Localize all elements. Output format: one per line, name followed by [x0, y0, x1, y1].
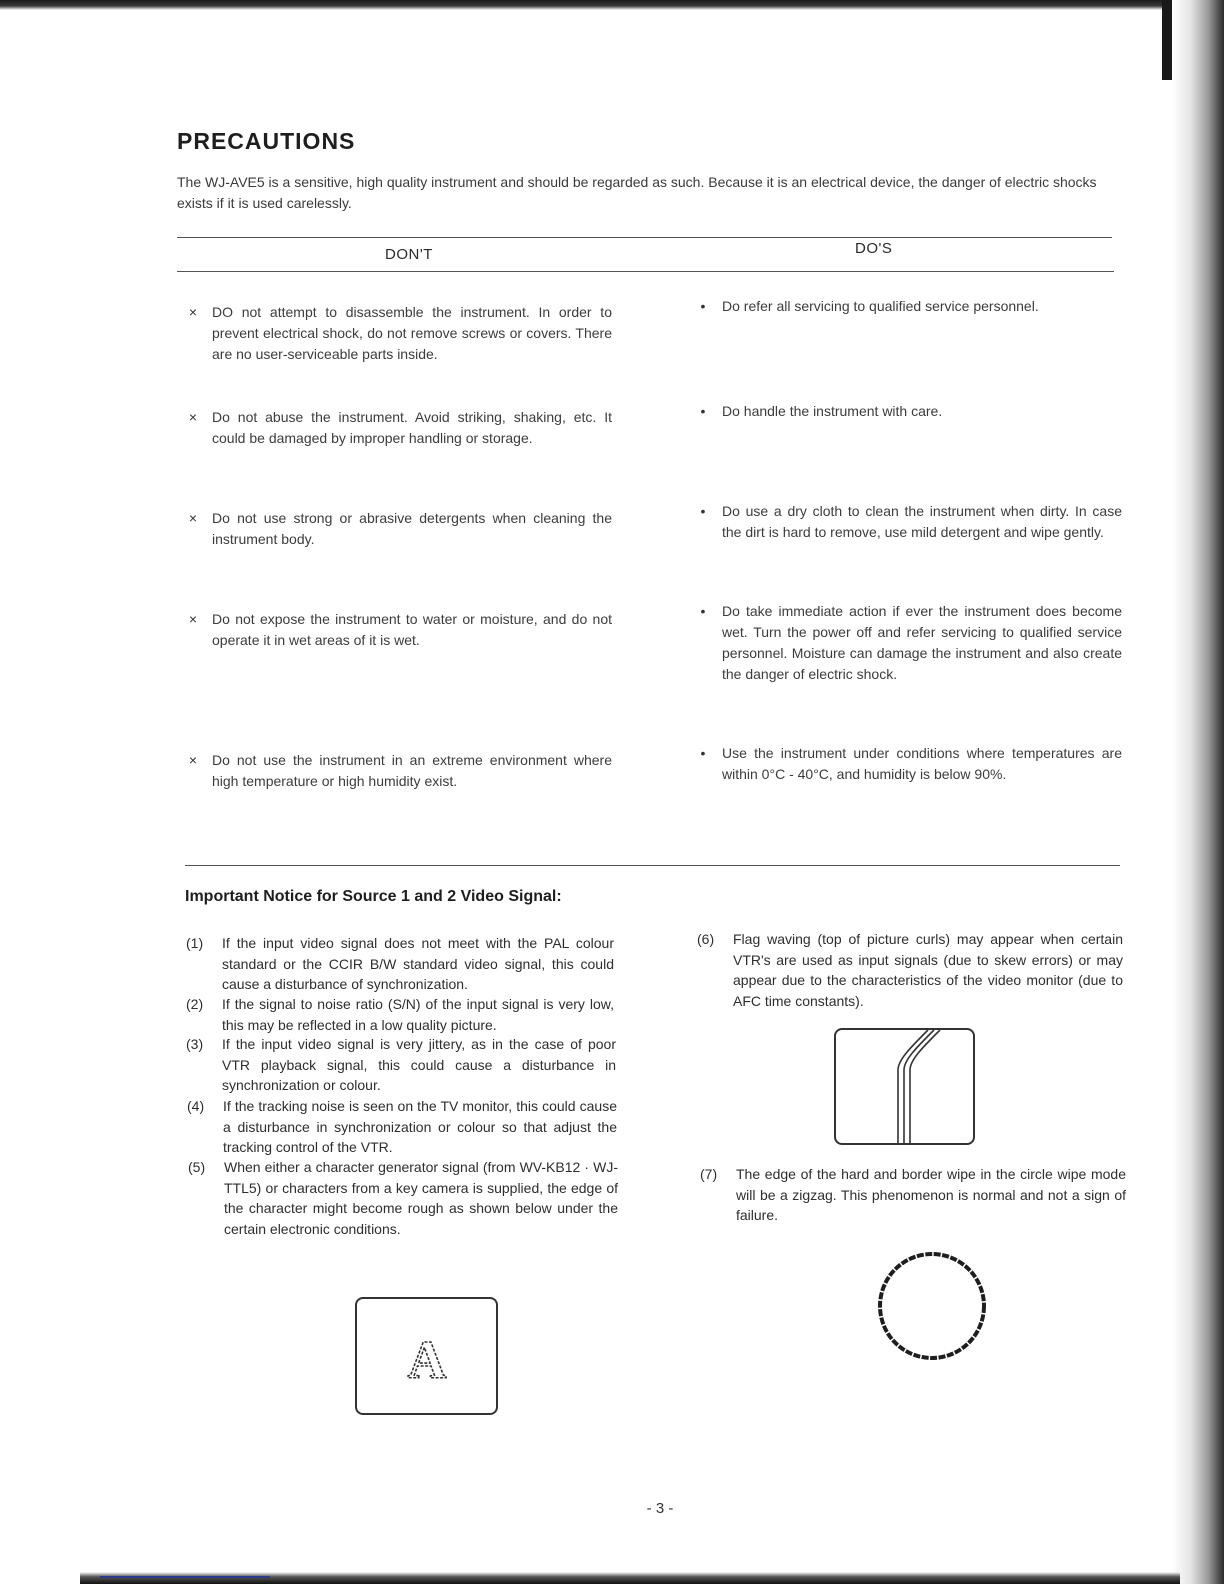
notice-item-text: The edge of the hard and border wipe in the circle wipe mode will be a zigzag. This phenomenon is normal and not a sign of failure.: [736, 1166, 1126, 1223]
bullet-icon: •: [700, 403, 706, 419]
zigzag-circle: [880, 1254, 984, 1358]
notice-item-1: [186, 933, 614, 995]
notice-item-number: (2): [186, 996, 204, 1012]
do-item-text: Do take immediate action if ever the instrument does become wet. Turn the power off and refer servicing to qualified service personnel. Moisture can damage the instrument and also create the danger of electric shock.: [722, 603, 1122, 682]
notice-item-3: [186, 1034, 616, 1096]
notice-item-2: [186, 994, 614, 1035]
notice-item-number: (4): [187, 1098, 205, 1114]
intro-paragraph: The WJ-AVE5 is a sensitive, high quality instrument and should be regarded as such. Because it is an electrical device, the danger of electric shocks exists if it is used carelessly.: [177, 174, 1097, 211]
notice-item-text: When either a character generator signal (from WV-KB12 · WJ-TTL5) or characters from a key camera is supplied, the edge of the character might become rough as shown below under the certain electronic conditions.: [224, 1159, 618, 1237]
notice-item-text: Flag waving (top of picture curls) may appear when certain VTR's are used as input signals (due to skew errors) or may appear due to the characteristics of the video monitor (due to AFC time constants).: [733, 931, 1123, 1009]
rough-character-figure: [352, 1294, 502, 1418]
do-item: [692, 501, 1122, 543]
dont-item-text: Do not abuse the instrument. Avoid striking, shaking, etc. It could be damaged by improper handling or storage.: [212, 409, 612, 446]
do-item-text: Do refer all servicing to qualified service personnel.: [722, 298, 1039, 314]
bullet-icon: •: [700, 503, 706, 519]
dont-item: [182, 609, 612, 651]
flag-waving-figure: [832, 1026, 978, 1148]
scan-right-edge: [1172, 0, 1224, 1584]
bullet-icon: •: [700, 298, 706, 314]
table-top-rule: [177, 237, 1112, 238]
skew-line-2: [904, 1030, 934, 1144]
do-item-text: Do use a dry cloth to clean the instrument when dirty. In case the dirt is hard to remove, use mild detergent and wipe gently.: [722, 503, 1122, 540]
notice-title: Important Notice for Source 1 and 2 Video Signal:: [185, 888, 562, 905]
rough-character: A: [407, 1330, 447, 1390]
page-title: PRECAUTIONS: [177, 128, 356, 154]
dont-item-text: Do not expose the instrument to water or moisture, and do not operate it in wet areas of it is wet.: [212, 611, 612, 648]
notice-item-number: (6): [697, 931, 715, 947]
notice-item-5: [188, 1157, 618, 1239]
cross-icon: ×: [188, 611, 198, 627]
dont-item: [182, 750, 612, 792]
dos-column-header: DO'S: [855, 240, 893, 257]
cross-icon: ×: [188, 752, 198, 768]
bullet-icon: •: [700, 745, 706, 761]
dont-item-text: Do not use the instrument in an extreme environment where high temperature or high humidity exist.: [212, 752, 612, 789]
dont-item: [182, 508, 612, 550]
scan-right-edge-mark: [1162, 0, 1172, 80]
dont-item-text: DO not attempt to disassemble the instrument. In order to prevent electrical shock, do not remove screws or covers. There are no user-serviceable parts inside.: [212, 304, 612, 362]
cross-icon: ×: [188, 409, 198, 425]
notice-item-text: If the input video signal does not meet with the PAL colour standard or the CCIR B/W standard video signal, this could cause a disturbance of synchronization.: [222, 935, 614, 992]
table-header-rule: [177, 271, 1114, 272]
circle-wipe-figure: [872, 1248, 992, 1364]
bullet-icon: •: [700, 603, 706, 619]
dont-column-header: DON'T: [385, 246, 433, 263]
skew-line-3: [910, 1030, 940, 1144]
do-item: [692, 601, 1122, 685]
do-item: [692, 401, 1122, 422]
notice-item-number: (5): [188, 1159, 206, 1175]
notice-item-4: [187, 1096, 617, 1158]
notice-item-7: [700, 1164, 1126, 1226]
notice-item-number: (1): [186, 935, 204, 951]
dont-item-text: Do not use strong or abrasive detergents when cleaning the instrument body.: [212, 510, 612, 547]
do-item: [692, 743, 1122, 785]
dont-item: [182, 407, 612, 449]
notice-item-text: If the tracking noise is seen on the TV monitor, this could cause a disturbance in synchronization or colour so that adjust the tracking control of the VTR.: [223, 1098, 617, 1155]
scan-bottom-accent: [100, 1576, 270, 1578]
table-bottom-rule: [185, 865, 1120, 866]
notice-item-number: (3): [186, 1036, 204, 1052]
scan-bottom-edge: [80, 1572, 1180, 1584]
do-item-text: Use the instrument under conditions where temperatures are within 0°C - 40°C, and humidity is below 90%.: [722, 745, 1122, 782]
notice-item-6: [697, 929, 1123, 1011]
notice-item-number: (7): [700, 1166, 718, 1182]
dont-item: [182, 302, 612, 365]
cross-icon: ×: [188, 510, 198, 526]
scan-top-edge: [0, 0, 1224, 10]
cross-icon: ×: [188, 304, 198, 320]
page-number: - 3 -: [646, 1500, 674, 1517]
do-item-text: Do handle the instrument with care.: [722, 403, 943, 419]
do-item: [692, 296, 1122, 317]
notice-item-text: If the input video signal is very jittery, as in the case of poor VTR playback signal, this could cause a disturbance in synchronization or colour.: [222, 1036, 616, 1093]
notice-item-text: If the signal to noise ratio (S/N) of the input signal is very low, this may be reflected in a low quality picture.: [222, 996, 614, 1033]
